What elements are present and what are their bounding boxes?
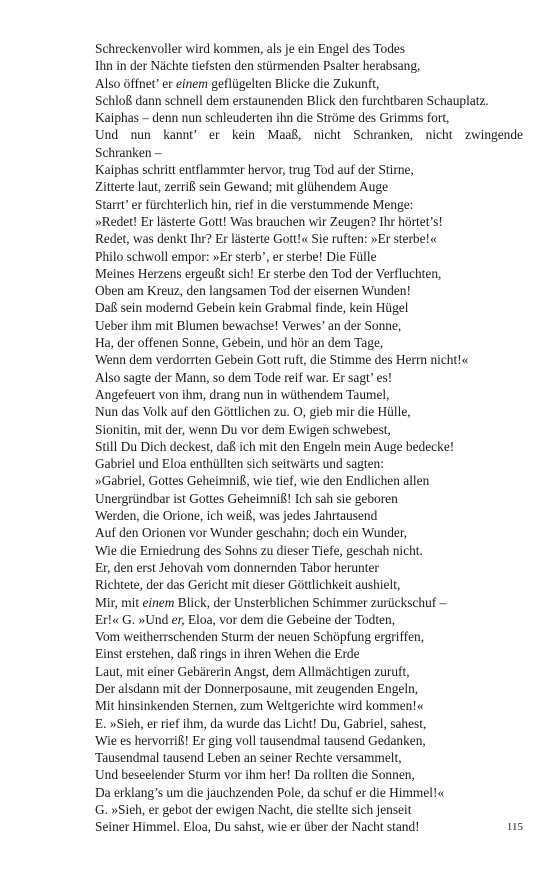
- text-line: Einst erstehen, daß rings in ihren Wehen die Erde: [95, 646, 360, 662]
- text-line: Mit hinsinkenden Sternen, zum Weltgerichte wird kommen!«: [95, 698, 424, 714]
- text-line: Oben am Kreuz, den langsamen Tod der eisernen Wunden!: [95, 283, 411, 299]
- text-line: Philo schwoll empor: »Er sterb’, er sterbe! Die Fülle: [95, 248, 377, 264]
- text-line: Still Du Dich deckest, daß ich mit den Engeln mein Auge bedecke!: [95, 438, 455, 454]
- text-line: Vom weitherrschenden Sturm der neuen Schöpfung ergriffen,: [95, 629, 425, 645]
- text-line: Werden, die Orione, ich weiß, was jedes Jahrtausend: [95, 508, 378, 524]
- text-line: Nun das Volk auf den Göttlichen zu. O, gieb mir die Hülle,: [95, 404, 411, 420]
- text-line: Kaiphas – denn nun schleuderten ihn die Ströme des Grimms fort,: [95, 110, 450, 126]
- text-line: Ueber ihm mit Blumen bewachse! Verwes’ an der Sonne,: [95, 317, 402, 333]
- text-line: G. »Sieh, er gebot der ewigen Nacht, die stellte sich jenseit: [95, 802, 412, 818]
- text-line: Der alsdann mit der Donnerposaune, mit zeugenden Engeln,: [95, 680, 419, 696]
- page-number: 115: [506, 821, 523, 833]
- text-line: Seiner Himmel. Eloa, Du sahst, wie er über der Nacht stand!: [95, 819, 420, 835]
- text-line: Ha, der offenen Sonne, Gebein, und hör an dem Tage,: [95, 335, 384, 351]
- text-line: Zitterte laut, zerriß sein Gewand; mit glühendem Auge: [95, 179, 389, 195]
- text-line: Da erklang’s um die jauchzenden Pole, da schuf er die Himmel!«: [95, 784, 445, 800]
- text-line: E. »Sieh, er rief ihm, da wurde das Licht! Du, Gabriel, sahest,: [95, 715, 427, 731]
- text-line: Redet, was denkt Ihr? Er lästerte Gott!« Sie ruften: »Er sterbe!«: [95, 231, 437, 247]
- text-line: Also sagte der Mann, so dem Tode reif war. Er sagt’ es!: [95, 369, 393, 385]
- text-line: Und nun kannt’ er kein Maaß, nicht Schranken, nicht zwingende: [95, 127, 523, 143]
- text-line: Ihn in der Nächte tiefsten den stürmenden Psalter herabsang,: [95, 58, 421, 74]
- poem-text-block: [95, 40, 523, 836]
- text-line: Sionitin, mit der, wenn Du vor dem Ewigen schwebest,: [95, 421, 391, 437]
- text-line: »Redet! Er lästerte Gott! Was brauchen wir Zeugen? Ihr hörtet’s!: [95, 213, 443, 229]
- text-line: Gabriel und Eloa enthüllten sich seitwärts und sagten:: [95, 456, 384, 472]
- text-line: Meines Herzens ergeußt sich! Er sterbe den Tod der Verfluchten,: [95, 265, 442, 281]
- text-line: Wenn dem verdorrten Gebein Gott ruft, die Stimme des Herrn nicht!«: [95, 352, 469, 368]
- text-line: Also öffnet’ er einem geflügelten Blicke die Zukunft,: [95, 75, 380, 91]
- text-line: Mir, mit einem Blick, der Unsterblichen Schimmer zurückschuf –: [95, 594, 447, 610]
- text-line: Wie es hervorriß! Er ging voll tausendmal tausend Gedanken,: [95, 732, 426, 748]
- text-line: Schloß dann schnell dem erstaunenden Blick den furchtbaren Schauplatz.: [95, 92, 489, 108]
- text-line: Schreckenvoller wird kommen, als je ein Engel des Todes: [95, 41, 406, 56]
- text-line: Wie die Erniedrung des Sohns zu dieser Tiefe, geschah nicht.: [95, 542, 423, 558]
- text-line: Daß sein modernd Gebein kein Grabmal finde, kein Hügel: [95, 300, 409, 316]
- text-line: Er!« G. »Und er, Eloa, vor dem die Gebeine der Todten,: [95, 611, 396, 627]
- text-line: Laut, mit einer Gebärerin Angst, dem Allmächtigen zuruft,: [95, 663, 410, 679]
- text-line: Starrt’ er fürchterlich hin, rief in die verstummende Menge:: [95, 196, 414, 212]
- text-line: Auf den Orionen vor Wunder geschahn; doch ein Wunder,: [95, 525, 408, 541]
- text-line: Er, den erst Jehovah vom donnernden Tabor herunter: [95, 559, 379, 575]
- text-line: Richtete, der das Gericht mit dieser Göttlichkeit aushielt,: [95, 577, 401, 593]
- text-line: »Gabriel, Gottes Geheimniß, wie tief, wie den Endlichen allen: [95, 473, 430, 489]
- text-line: Angefeuert von ihm, drang nun in wüthendem Taumel,: [95, 386, 390, 402]
- text-line: Tausendmal tausend Leben an seiner Rechte versammelt,: [95, 750, 402, 766]
- text-line: Unergründbar ist Gottes Geheimniß! Ich sah sie geboren: [95, 490, 398, 506]
- text-line: Schranken –: [95, 144, 162, 160]
- text-line: Und beseelender Sturm vor ihm her! Da rollten die Sonnen,: [95, 767, 415, 783]
- text-line: Kaiphas schritt entflammter hervor, trug Tod auf der Stirne,: [95, 162, 414, 178]
